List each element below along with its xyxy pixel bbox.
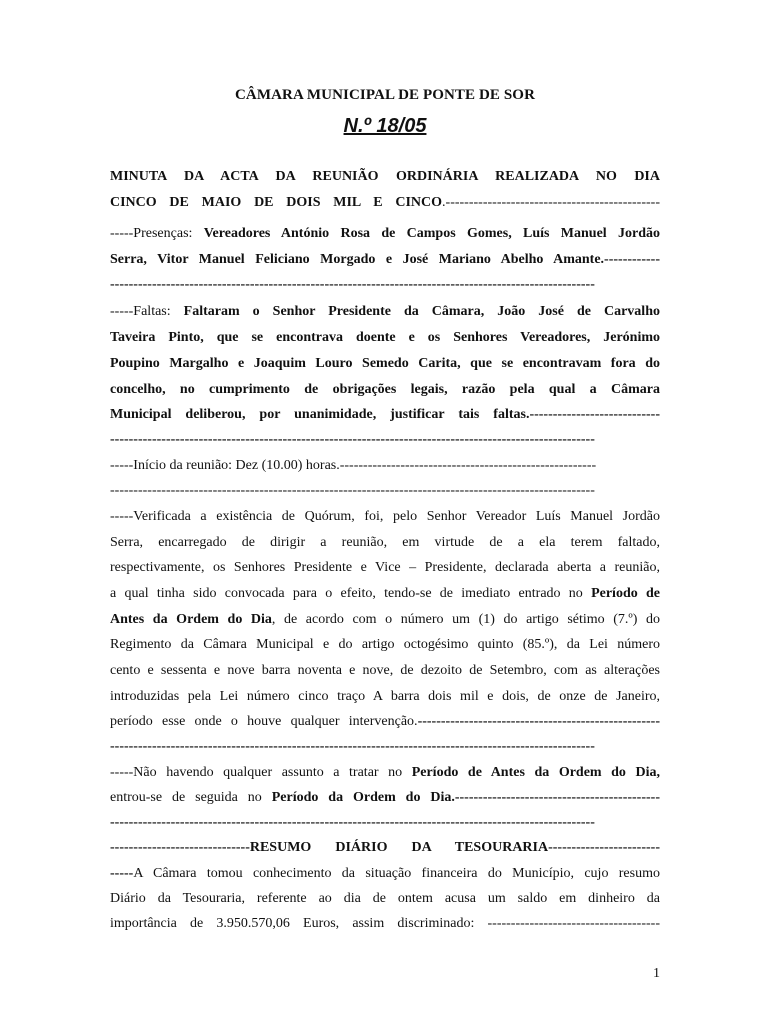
absences-line-2: Taveira Pinto, que se encontrava doente e os Senhores Vereadores, Jerónimo bbox=[110, 330, 660, 345]
separator-line: -------------------------------------------------------------------------------------------------------- bbox=[110, 483, 595, 498]
quorum-line-6: Regimento da Câmara Municipal e do artigo octogésimo quinto (85.º), da Lei número bbox=[110, 637, 660, 652]
quorum-line-4: a qual tinha sido convocada para o efeito, tendo-se de imediato entrado no Período de bbox=[110, 586, 660, 601]
absences-line-3: Poupino Margalho e Joaquim Louro Semedo Carita, que se encontravam fora do bbox=[110, 356, 660, 371]
absences-line-5: Municipal deliberou, por unanimidade, justificar tais faltas.---------------------------- bbox=[110, 407, 660, 422]
attendance-line-1: -----Presenças: Vereadores António Rosa de Campos Gomes, Luís Manuel Jordão bbox=[110, 226, 660, 241]
separator-line: -------------------------------------------------------------------------------------------------------- bbox=[110, 277, 595, 292]
quorum-line-3: respectivamente, os Senhores Presidente e Vice – Presidente, declarada aberta a reunião, bbox=[110, 560, 660, 575]
absences-line-4: concelho, no cumprimento de obrigações legais, razão pela qual a Câmara bbox=[110, 382, 660, 397]
page-number: 1 bbox=[653, 966, 660, 981]
agenda-line-2: entrou-se de seguida no Período da Ordem do Dia.-------------------------------------------- bbox=[110, 790, 660, 805]
quorum-line-5: Antes da Ordem do Dia, de acordo com o número um (1) do artigo sétimo (7.º) do bbox=[110, 612, 660, 627]
quorum-line-8: introduzidas pela Lei número cinco traço A barra dois mil e dois, de onze de Janeiro, bbox=[110, 689, 660, 704]
separator-line: -------------------------------------------------------------------------------------------------------- bbox=[110, 739, 595, 754]
quorum-line-9: período esse onde o houve qualquer intervenção.---------------------------------------------------- bbox=[110, 714, 660, 729]
minute-title-line-2: CINCO DE MAIO DE DOIS MIL E CINCO.---------------------------------------------- bbox=[110, 195, 660, 210]
treasury-line-1: -----A Câmara tomou conhecimento da situação financeira do Município, cujo resumo bbox=[110, 866, 660, 881]
treasury-line-2: Diário da Tesouraria, referente ao dia de ontem acusa um saldo em dinheiro da bbox=[110, 891, 660, 906]
agenda-line-1: -----Não havendo qualquer assunto a tratar no Período de Antes da Ordem do Dia, bbox=[110, 765, 660, 780]
minute-title-line-1: MINUTA DA ACTA DA REUNIÃO ORDINÁRIA REALIZADA NO DIA bbox=[110, 169, 660, 184]
quorum-line-1: -----Verificada a existência de Quórum, foi, pelo Senhor Vereador Luís Manuel Jordão bbox=[110, 509, 660, 524]
meeting-start-line: -----Início da reunião: Dez (10.00) horas.------------------------------------------------------- bbox=[110, 458, 597, 473]
quorum-line-7: cento e sessenta e nove barra noventa e nove, de dezoito de Setembro, com as alterações bbox=[110, 663, 660, 678]
absences-line-1: -----Faltas: Faltaram o Senhor Presidente da Câmara, João José de Carvalho bbox=[110, 304, 660, 319]
treasury-line-3: importância de 3.950.570,06 Euros, assim discriminado: ------------------------------------- bbox=[110, 916, 660, 931]
separator-line: -------------------------------------------------------------------------------------------------------- bbox=[110, 432, 595, 447]
council-heading: CÂMARA MUNICIPAL DE PONTE DE SOR bbox=[234, 87, 536, 103]
minute-number: N.º 18/05 bbox=[343, 115, 427, 137]
quorum-line-2: Serra, encarregado de dirigir a reunião, em virtude de a ela terem faltado, bbox=[110, 535, 660, 550]
treasury-summary-heading: ------------------------------RESUMO DIÁRIO DA TESOURARIA------------------------ bbox=[110, 840, 660, 855]
separator-line: -------------------------------------------------------------------------------------------------------- bbox=[110, 815, 595, 830]
attendance-line-2: Serra, Vitor Manuel Feliciano Morgado e José Mariano Abelho Amante.------------ bbox=[110, 252, 660, 267]
